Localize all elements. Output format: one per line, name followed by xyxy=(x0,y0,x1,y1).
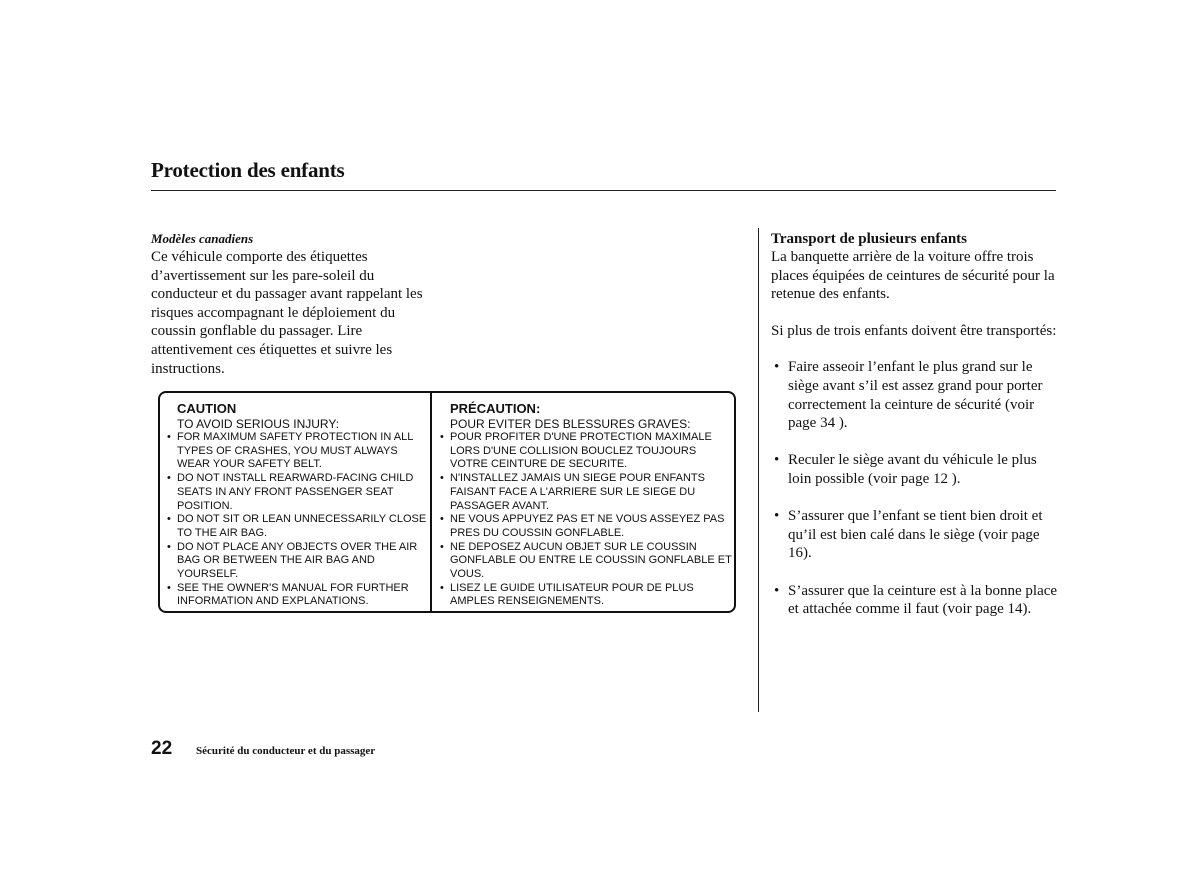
label-english-item-text: DO NOT SIT OR LEAN UNNECESSARILY CLOSE TO THE AIR BAG. xyxy=(177,513,427,539)
label-french-item xyxy=(438,431,734,472)
bullet-icon: • xyxy=(440,513,444,526)
title-rule xyxy=(151,190,1056,191)
label-french-item xyxy=(438,472,734,513)
airbag-warning-label xyxy=(158,391,736,613)
instruction-text: Faire asseoir l’enfant le plus grand sur le siège avant s’il est assez grand pour porter correctement la ceinture de sécurité (voir page 34 ). xyxy=(788,359,1043,432)
label-french-item-text: NE DEPOSEZ AUCUN OBJET SUR LE COUSSIN GONFLABLE OU ENTRE LE COUSSIN GONFLABLE ET VOUS. xyxy=(450,540,732,581)
label-english-item xyxy=(165,431,427,472)
bullet-icon: • xyxy=(440,581,444,594)
label-french-column xyxy=(438,401,734,609)
page-number: 22 xyxy=(151,738,173,759)
rear-seat-paragraph: La banquette arrière de la voiture offre trois places équipées de ceintures de sécurité pour la retenue des enfants. xyxy=(771,249,1055,303)
label-french-item-text: POUR PROFITER D'UNE PROTECTION MAXIMALE LORS D'UNE COLLISION BOUCLEZ TOUJOURS VOTRE CEINTURE DE SECURITE. xyxy=(450,431,712,471)
label-english-item xyxy=(165,513,427,540)
footer-section-title: Sécurité du conducteur et du passager xyxy=(196,745,376,757)
bullet-icon: • xyxy=(167,472,171,485)
label-english-column xyxy=(165,401,427,609)
instruction-item xyxy=(771,358,1061,432)
bullet-icon: • xyxy=(774,452,780,469)
label-french-item xyxy=(438,541,734,582)
instruction-item xyxy=(771,582,1061,619)
label-french-list xyxy=(438,431,734,609)
more-than-three-paragraph: Si plus de trois enfants doivent être transportés: xyxy=(771,322,1057,339)
instruction-item xyxy=(771,451,1061,488)
bullet-icon: • xyxy=(440,431,444,443)
bullet-icon: • xyxy=(167,431,171,443)
bullet-icon: • xyxy=(774,582,780,599)
warning-labels-paragraph: Ce véhicule comporte des étiquettes d’avertissement sur les pare-soleil du conducteur et du passager avant rappelant les risques accompagnant le déploiement du coussin gonflable du passager. Lire attentivement ces étiquettes et suivre les instructions. xyxy=(151,249,423,377)
label-english-item xyxy=(165,582,427,609)
bullet-icon: • xyxy=(167,540,171,553)
bullet-icon: • xyxy=(440,540,444,553)
label-english-item xyxy=(165,472,427,513)
multiple-children-heading: Transport de plusieurs enfants xyxy=(771,231,967,247)
label-precaution-subheading: POUR EVITER DES BLESSURES GRAVES: xyxy=(450,417,691,431)
spacer xyxy=(771,304,1061,322)
label-divider xyxy=(430,393,432,611)
label-french-item-text: N'INSTALLEZ JAMAIS UN SIEGE POUR ENFANTS FAISANT FACE A L'ARRIERE SUR LE SIEGE DU PASSAGER AVANT. xyxy=(450,472,705,512)
label-caution-subheading: TO AVOID SERIOUS INJURY: xyxy=(177,417,340,431)
instruction-text: S’assurer que l’enfant se tient bien droit et qu’il est bien calé dans le siège (voir page 16). xyxy=(788,508,1043,562)
label-english-item xyxy=(165,541,427,582)
instruction-text: S’assurer que la ceinture est à la bonne place et attachée comme il faut (voir page 14). xyxy=(788,582,1058,618)
label-english-list xyxy=(165,431,427,609)
label-caution-heading: CAUTION xyxy=(177,401,237,416)
page-title: Protection des enfants xyxy=(151,158,345,182)
left-column xyxy=(151,230,436,378)
label-english-item-text: SEE THE OWNER'S MANUAL FOR FURTHER INFORMATION AND EXPLANATIONS. xyxy=(177,581,409,608)
spacer xyxy=(771,340,1061,358)
bullet-icon: • xyxy=(167,581,171,594)
bullet-icon: • xyxy=(774,508,780,525)
bullet-icon: • xyxy=(440,472,444,485)
column-divider xyxy=(758,228,759,712)
label-english-item-text: DO NOT INSTALL REARWARD-FACING CHILD SEATS IN ANY FRONT PASSENGER SEAT POSITION. xyxy=(177,472,414,512)
label-french-item-text: LISEZ LE GUIDE UTILISATEUR POUR DE PLUS AMPLES RENSEIGNEMENTS. xyxy=(450,581,694,608)
right-column xyxy=(771,230,1061,637)
label-english-item-text: FOR MAXIMUM SAFETY PROTECTION IN ALL TYPES OF CRASHES, YOU MUST ALWAYS WEAR YOUR SAFETY BELT. xyxy=(177,431,413,471)
label-english-item-text: DO NOT PLACE ANY OBJECTS OVER THE AIR BAG OR BETWEEN THE AIR BAG AND YOURSELF. xyxy=(177,540,418,581)
instructions-list xyxy=(771,358,1061,618)
instruction-item xyxy=(771,507,1061,563)
canadian-models-subheading: Modèles canadiens xyxy=(151,231,254,246)
instruction-text: Reculer le siège avant du véhicule le plus loin possible (voir page 12 ). xyxy=(788,452,1037,487)
label-french-item-text: NE VOUS APPUYEZ PAS ET NE VOUS ASSEYEZ PAS PRES DU COUSSIN GONFLABLE. xyxy=(450,513,725,539)
label-french-item xyxy=(438,513,734,540)
bullet-icon: • xyxy=(774,359,780,376)
bullet-icon: • xyxy=(167,513,171,526)
label-french-item xyxy=(438,582,734,609)
label-precaution-heading: PRÉCAUTION: xyxy=(450,401,541,416)
